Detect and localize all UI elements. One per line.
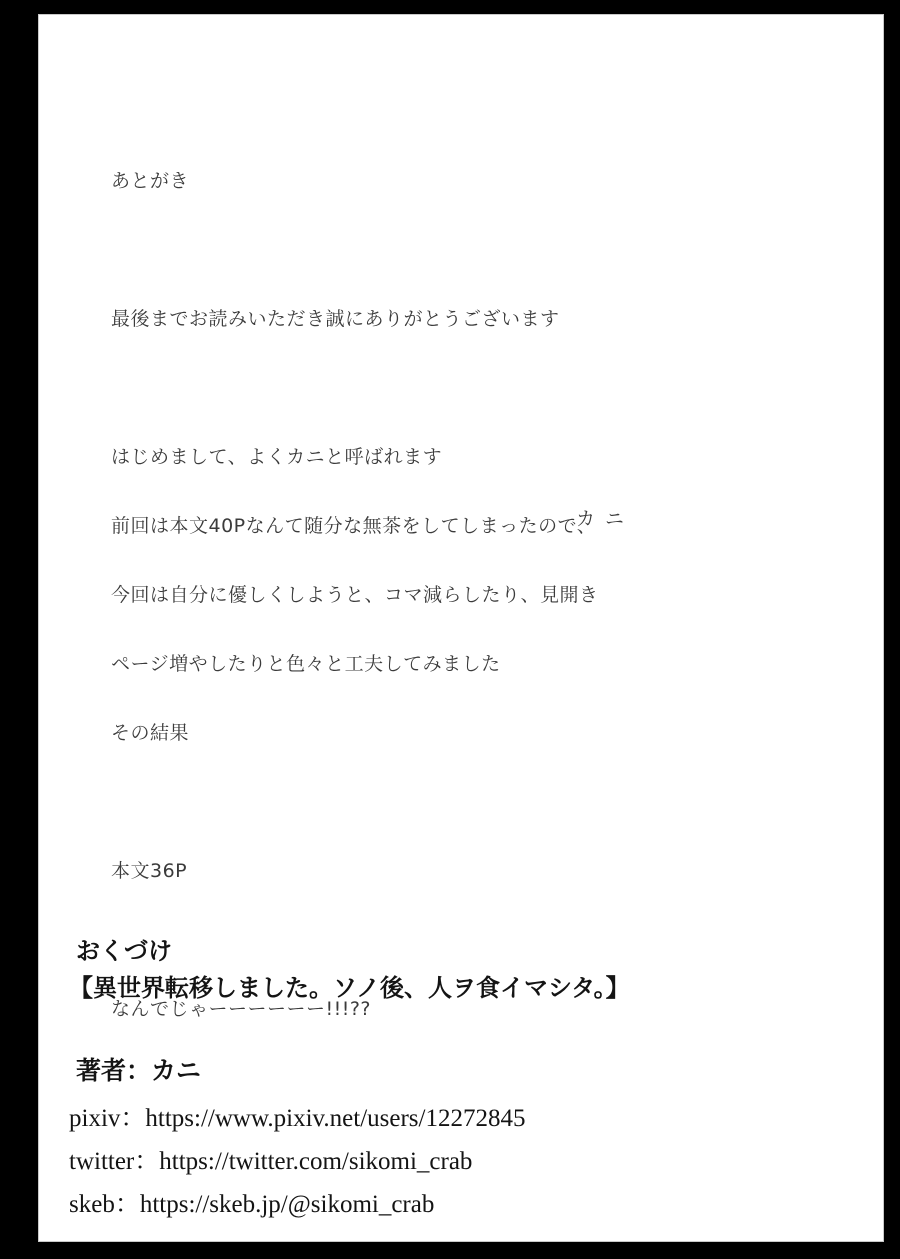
afterword-line: [111, 377, 599, 400]
afterword-line: [111, 929, 599, 952]
afterword-line: 本文36P: [111, 860, 188, 882]
afterword-heading: あとがき: [111, 170, 190, 192]
afterword-line: はじめまして、よくカニと呼ばれます: [111, 446, 443, 468]
book-title: 【異世界転移しました。ソノ後、人ヲ食イマシタ。】: [69, 976, 630, 1002]
afterword-line: [111, 791, 599, 814]
afterword-line: 今回は自分に優しくしようと、コマ減らしたり、見開き: [111, 584, 599, 606]
scanned-page: [38, 14, 884, 1242]
afterword-line: 最後までお読みいただき誠にありがとうございます: [111, 308, 560, 330]
afterword-line: 前回は本文40Pなんて随分な無茶をしてしまったので、: [111, 515, 597, 537]
twitter-url-line: twitter：https://twitter.com/sikomi_crab: [69, 1148, 473, 1175]
colophon-heading: おくづけ: [76, 939, 172, 965]
pixiv-url-line: pixiv：https://www.pixiv.net/users/12272845: [69, 1105, 526, 1132]
afterword-line: ページ増やしたりと色々と工夫してみました: [111, 653, 501, 675]
author-line: 著者：カニ: [76, 1058, 202, 1085]
afterword-line: その結果: [111, 722, 190, 744]
skeb-url-line: skeb：https://skeb.jp/@sikomi_crab: [69, 1191, 435, 1218]
afterword-text-block: [111, 124, 599, 1067]
author-signature: カニ: [576, 508, 635, 530]
afterword-line: [111, 239, 599, 262]
afterword-line: なんでじゃーーーーーー!!!??: [111, 998, 372, 1020]
